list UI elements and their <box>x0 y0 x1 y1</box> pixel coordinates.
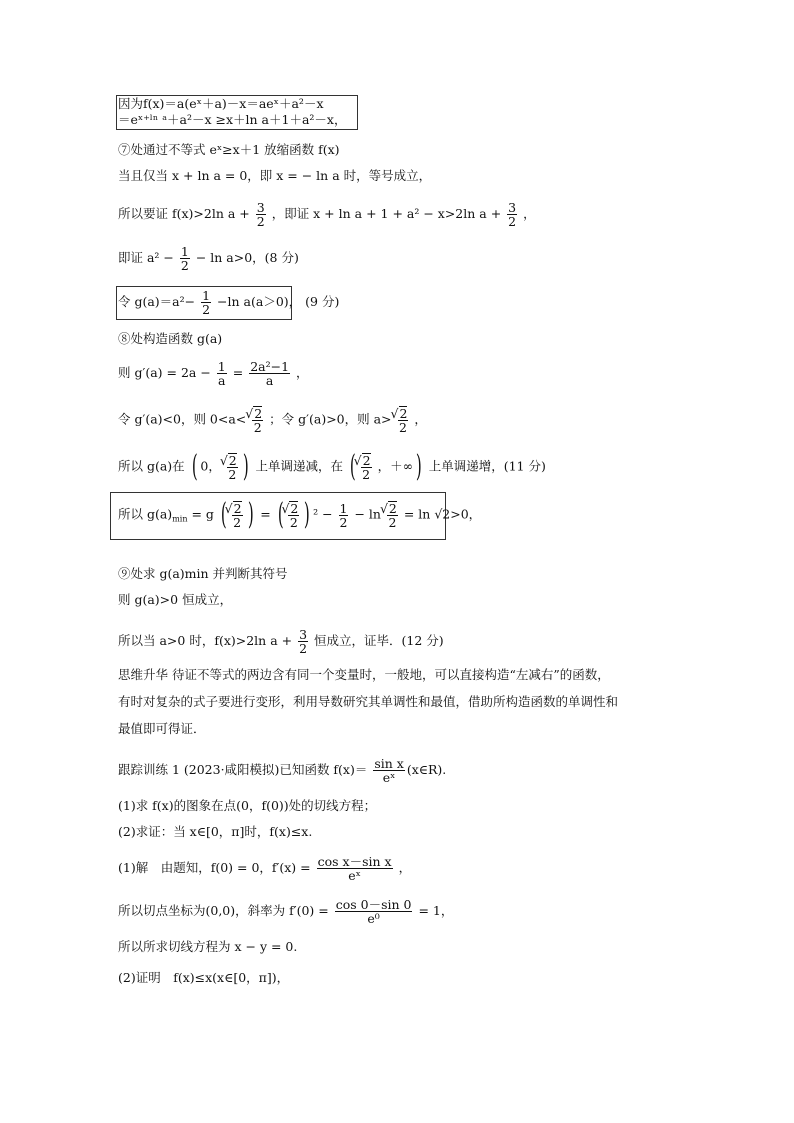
fraction-slope: $\frac{\cos 0-\sin 0}{\text{e⁰}}$ <box>335 897 412 926</box>
sign-line <box>118 406 427 434</box>
summary-line-2: 有时对复杂的式子要进行变形，利用导数研究其单调性和最值，借助所构造函数的单调性和 <box>118 694 619 709</box>
text: 跟踪训练 1 (2023·咸阳模拟)已知函数 f(x)＝ <box>118 762 368 777</box>
fraction-sqrt2-2: √ $\frac{2}{2}$ <box>252 406 263 434</box>
positive-line: 则 g(a)>0 恒成立， <box>118 592 233 607</box>
boxed-line-1: 因为f(x)＝a(eˣ＋a)－x＝aeˣ＋a²－x <box>118 96 324 111</box>
note-8: ⑧处构造函数 g(a) <box>118 331 223 346</box>
text: 上单调递减，在 <box>255 458 343 474</box>
fraction-1-2: $\frac{1}{2}$ <box>180 244 189 273</box>
text: ，即证 x + ln a + 1 + a² − x>2ln a + <box>271 206 502 221</box>
solution-3-line: 所以所求切线方程为 x − y = 0. <box>118 939 298 954</box>
note-9: ⑨处求 g(a)min 并判断其符号 <box>118 566 288 581</box>
conclusion-line <box>118 628 444 655</box>
text: 令 g(a)＝a²− <box>118 294 196 309</box>
fraction-sqrt2-2: √ $\frac{2}{2}$ <box>232 501 243 529</box>
summary-line-1: 思维升华 待证不等式的两边含有同一个变量时，一般地，可以直接构造“左减右”的函数， <box>118 667 610 682</box>
text: ² − <box>313 506 333 522</box>
summary-line-3: 最值即可得证． <box>118 721 206 736</box>
solution-2-line <box>118 898 453 925</box>
text: ， <box>398 860 412 875</box>
question-1: (1)求 f(x)的图象在点(0，f(0))处的切线方程； <box>118 798 377 813</box>
text: ， <box>296 365 309 380</box>
text: 所以切点坐标为(0,0)，斜率为 f′(0) = <box>118 903 329 918</box>
note-7: ⑦处通过不等式 eˣ≥x＋1 放缩函数 f(x) <box>118 142 340 157</box>
text: − ln a>0，(8 分) <box>195 250 299 265</box>
text: (1)解 由题知，f(0) = 0，f′(x) = <box>118 860 311 875</box>
fraction-1-2: $\frac{1}{2}$ <box>339 500 348 530</box>
question-2: (2)求证：当 x∈[0，π]时，f(x)≤x. <box>118 824 313 839</box>
text: = <box>260 506 271 522</box>
fraction-sqrt2-2: √ $\frac{2}{2}$ <box>398 406 409 434</box>
text: 令 g′(a)<0，则 0<a< <box>118 411 247 427</box>
fraction-1-2: $\frac{1}{2}$ <box>202 288 211 317</box>
score: (9 分) <box>305 294 340 309</box>
fraction-sqrt2-2: √ $\frac{2}{2}$ <box>361 453 372 481</box>
fraction-3-2: $\frac{3}{2}$ <box>299 627 308 656</box>
text: 上单调递增，(11 分) <box>428 458 546 474</box>
text: 恒成立，证毕．(12 分) <box>314 633 444 648</box>
text: 所以 g(a)在 <box>118 458 185 474</box>
fraction-derivative: $\frac{\text{cos x－sin x}}{\text{eˣ}}$ <box>317 854 392 883</box>
equality-condition: 当且仅当 x + ln a = 0，即 x = − ln a 时，等号成立， <box>118 168 432 183</box>
minimum-line: 所以 $g(a)_{min} = g$ ( √ $\frac{2}{2}$ ) = ( √ $\frac{2}{2}$ ) ² − $\frac{1}{2}$ − ln √ $\frac{2}{2}$ = ln √2>0， <box>118 500 481 530</box>
text: ，＋∞ <box>377 458 413 474</box>
prove-line <box>118 245 299 272</box>
define-g-line <box>118 289 339 316</box>
derivative-line: 则 g′(a) = 2a − $\frac{1}{a}$ = $\frac{\text{2a²−1}}{a}$ ， <box>118 359 309 388</box>
text: = ln √2>0， <box>403 506 482 522</box>
fraction-sqrt2-2: √ $\frac{2}{2}$ <box>227 453 238 481</box>
text: ；令 g′(a)>0，则 a> <box>269 411 392 427</box>
subscript-min: min <box>172 514 188 524</box>
boxed-line-2: ＝eˣ⁺ˡⁿ ᵃ＋a²－x ≥x＋ln a＋1＋a²－x， <box>118 112 347 127</box>
fraction-sinx-ex: $\frac{\text{sin x}}{\text{eˣ}}$ <box>374 756 404 785</box>
fraction-2a2-1-a: $\frac{\text{2a²−1}}{a}$ <box>250 359 290 388</box>
solution-4-line: (2)证明 f(x)≤x(x∈[0，π])， <box>118 970 290 985</box>
required-proof-line <box>118 201 536 228</box>
text: 即证 a² − <box>118 250 174 265</box>
text: 则 g′(a) = 2a − <box>118 365 211 380</box>
fraction-sqrt2-2: √ $\frac{2}{2}$ <box>288 501 299 529</box>
text: 0， <box>200 458 221 474</box>
exercise-line <box>118 757 446 784</box>
text: = g <box>187 506 214 522</box>
fraction-3-2: $\frac{3}{2}$ <box>508 200 517 229</box>
text: − ln <box>354 506 381 522</box>
text: ， <box>414 411 427 427</box>
text: 所以当 a>0 时，f(x)>2ln a + <box>118 633 293 648</box>
text: = 1， <box>418 903 454 918</box>
text: 所以要证 f(x)>2ln a + <box>118 206 250 221</box>
text: −ln a(a＞0)， <box>217 294 302 309</box>
text: 所以 g(a) <box>118 506 173 522</box>
text: (x∈R). <box>406 762 447 777</box>
text: ， <box>523 206 536 221</box>
monotonicity-line: 所以 g(a)在 ( 0， √ $\frac{2}{2}$ ) 上单调递减，在 ( √ $\frac{2}{2}$ ，＋∞) 上单调递增，(11 分) <box>118 452 546 482</box>
fraction-3-2: $\frac{3}{2}$ <box>256 200 265 229</box>
fraction-1-a: $\frac{1}{a}$ <box>217 359 226 388</box>
solution-1-line <box>118 855 411 882</box>
fraction-sqrt2-2: √ $\frac{2}{2}$ <box>387 501 398 529</box>
